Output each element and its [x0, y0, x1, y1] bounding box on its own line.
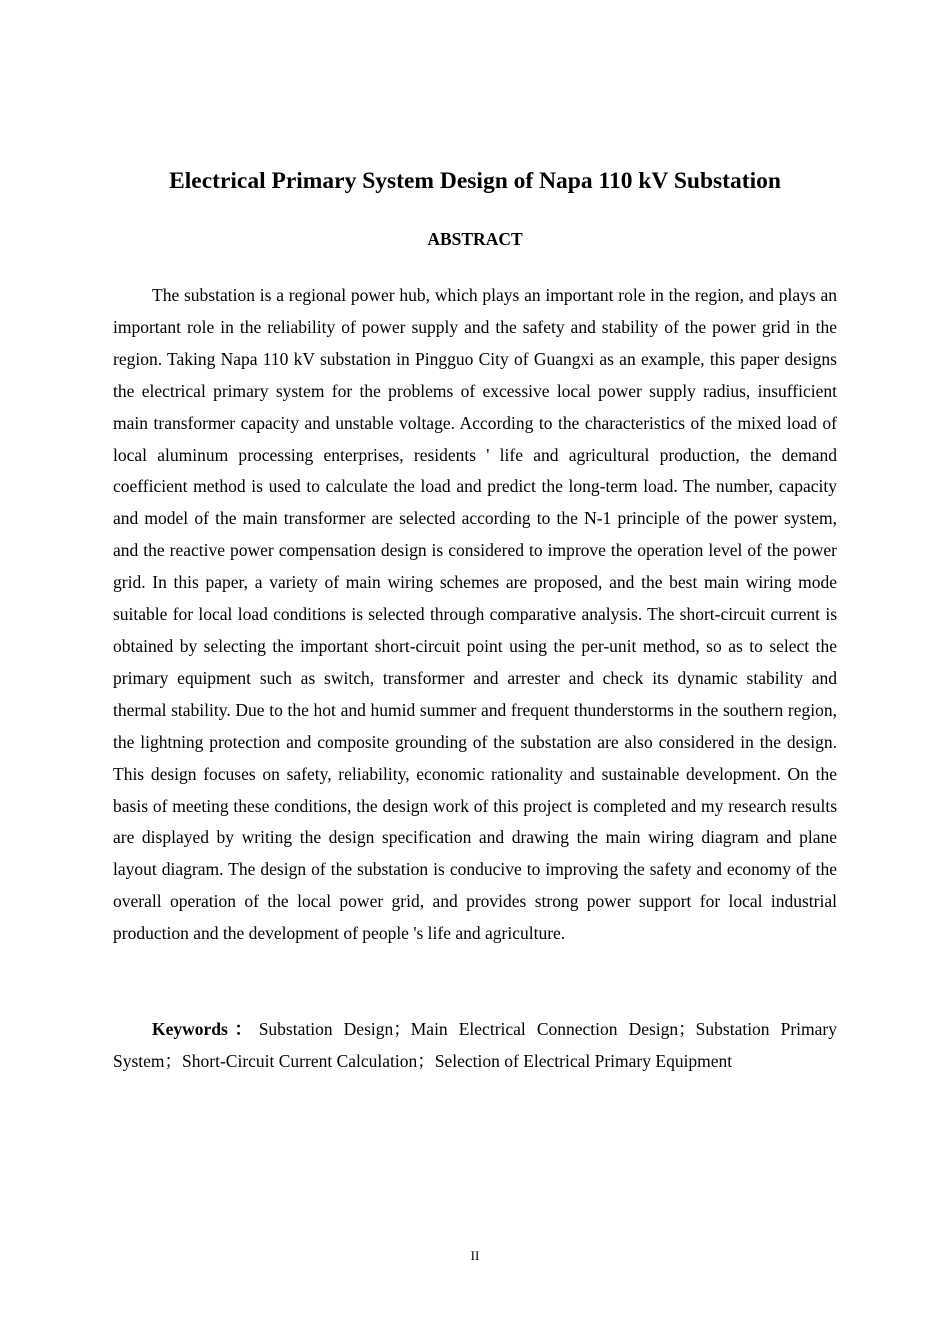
- keywords-paragraph: [113, 1014, 837, 1078]
- document-title: Electrical Primary System Design of Napa 110 kV Substation: [169, 168, 781, 194]
- keywords-list: Substation Design；Main Electrical Connection Design；Substation Primary System；Short-Circuit Current Calculation；Selection of Electrical Primary Equipment: [113, 1019, 837, 1071]
- abstract-heading: ABSTRACT: [427, 229, 523, 249]
- abstract-paragraph: The substation is a regional power hub, which plays an important role in the region, and plays an important role in the reliability of power supply and the safety and stability of the power grid in the region. Taking Napa 110 kV substation in Pingguo City of Guangxi as an example, this paper designs the electrical primary system for the problems of excessive local power supply radius, insufficient main transformer capacity and unstable voltage. According to the characteristics of the mixed load of local aluminum processing enterprises, residents ' life and agricultural production, the demand coefficient method is used to calculate the load and predict the long-term load. The number, capacity and model of the main transformer are selected according to the N-1 principle of the power system, and the reactive power compensation design is considered to improve the operation level of the power grid. In this paper, a variety of main wiring schemes are proposed, and the best main wiring mode suitable for local load conditions is selected through comparative analysis. The short-circuit current is obtained by selecting the important short-circuit point using the per-unit method, so as to select the primary equipment such as switch, transformer and arrester and check its dynamic stability and thermal stability. Due to the hot and humid summer and frequent thunderstorms in the southern region, the lightning protection and composite grounding of the substation are also considered in the design. This design focuses on safety, reliability, economic rationality and sustainable development. On the basis of meeting these conditions, the design work of this project is completed and my research results are displayed by writing the design specification and drawing the main wiring diagram and plane layout diagram. The design of the substation is conducive to improving the safety and economy of the overall operation of the local power grid, and provides strong power support for local industrial production and the development of people 's life and agriculture.: [113, 285, 837, 944]
- page-number: II: [470, 1248, 480, 1263]
- keywords-label: Keywords：: [152, 1019, 259, 1039]
